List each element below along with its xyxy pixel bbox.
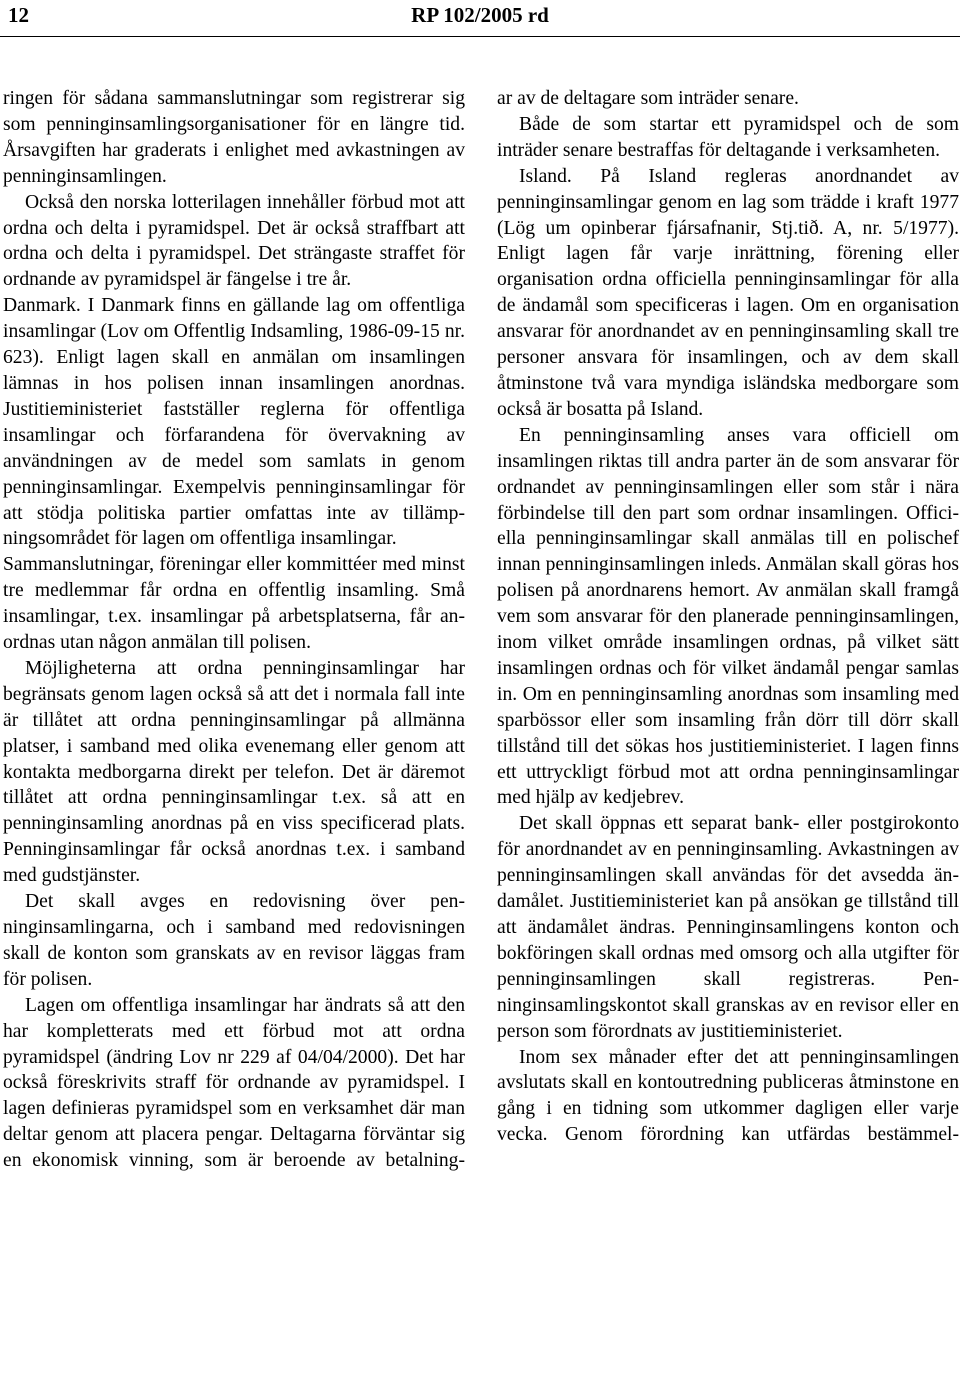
paragraph: Både de som startar ett pyramidspel och de som inträder senare bestraffas för deltagande i verksamheten. xyxy=(497,113,959,161)
document-id: RP 102/2005 rd xyxy=(411,3,549,27)
paragraph: Island. På Island regleras anordnandet av penninginsamlingar genom en lag som trädde i kraft 1977 (Lög um opinberar fjársafnanir, Stj.tið. A, nr. 5/1977). Enligt lagen får varje inrättning, förening eller organisation ordna officiella penninginsamlingar för alla de ändamål som specificeras i lagen. Om en organisation ansvarar för anordnandet av en penninginsamling skall tre personer ansvara för insamlingen, och av dem skall åtminstone två vara myndiga isländska medborgare som också är bosatta på Island. xyxy=(497,165,959,420)
paragraph: Det skall avges en redovisning över penninginsamlingarna, och i samband med redovisningen skall de konton som granskats av en revisor läggas fram för polisen. xyxy=(3,891,465,990)
page-number: 12 xyxy=(8,3,29,27)
paragraph: En penninginsamling anses vara officiell om insamlingen riktas till andra parter än de som ansvarar för ordnandet av penninginsamlingen eller som står i nära förbindelse till den part som ordnar insamlingen. Officiella penninginsamlingar skall anmälas till en polischef innan penninginsamlingen inleds. Anmälan skall göras hos polisen på anordnarens hemort. Av anmälan skall framgå vem som ansvarar för den planerade penninginsamlingen, inom vilket område insamlingen ordnas, på vilket sätt insamlingen ordnas och för vilket ändamål pengar samlas in. Om en penninginsamling anordnas som insamling med sparbössor eller som insamling från dörr till dörr skall tillstånd till det sökas hos justitieministeriet. I lagen finns ett uttryckligt förbud mot att ordna penninginsamlingar med hjälp av kedjebrev. xyxy=(497,424,959,809)
paragraph: Det skall öppnas ett separat bank- eller postgirokonto för anordnandet av en penninginsamling. Avkastningen av penninginsamlingen skall användas för det avsedda ändamålet. Justitieministeriet kan på ansökan ge tillstånd till att ändamålet ändras. Penninginsamlingens konton och bokföringen skall ordnas med omsorg och alla utgifter för penninginsamlingen skall registreras. Penninginsamlingskontot skall granskas av en revisor eller en person som förordnats av justitieministeriet. xyxy=(497,813,959,1042)
left-column xyxy=(3,86,465,1174)
paragraph: Möjligheterna att ordna penninginsamlingar har begränsats genom lagen också så att det i normala fall inte är tillåtet att ordna penninginsamlingar på allmänna platser, i samband med olika evenemang eller genom att kontakta medborgarna direkt per telefon. Det är däremot tillåtet att ordna penninginsamlingar t.ex. så att en penninginsamling anordnas på en viss specificerad plats. Penninginsamlingar får också anordnas t.ex. i samband med gudstjänster. xyxy=(3,657,465,887)
paragraph: Inom sex månader efter det att penninginsamlingen avslutats skall en kontoutredning publiceras åtminstone en gång i en tidning som utkommer dagligen eller varje vecka. Genom förordning kan utfärdas bestämmel- xyxy=(497,1046,959,1146)
paragraph: ar av de deltagare som inträder senare. xyxy=(497,88,799,109)
paragraph: Sammanslutningar, föreningar eller kommittéer med minst tre medlemmar får ordna en offentlig insamling. Små insamlingar, t.ex. insamlingar på arbetsplatserna, får anordnas utan någon anmälan till polisen. xyxy=(3,554,465,654)
paragraph: Också den norska lotterilagen innehåller förbud mot att ordna och delta i pyramidspel. Det är också straffbart att ordna och delta i pyramidspel. Det strängaste straffet för ordnande av pyramidspel är fängelse i tre år. xyxy=(3,191,465,291)
header-rule xyxy=(0,36,960,37)
right-column xyxy=(497,86,959,1148)
paragraph: ringen för sådana sammanslutningar som registrerar sig som penninginsamlingsorganisationer för en längre tid. Årsavgiften har graderats i enlighet med avkastningen av penninginsamlingen. xyxy=(3,88,465,187)
paragraph: Lagen om offentliga insamlingar har ändrats så att den har kompletterats med ett förbud mot att ordna pyramidspel (ändring Lov nr 229 af 04/04/2000). Det har också föreskrivits straff för ordnande av pyramidspel. I lagen definieras pyramidspel som en verksamhet där man deltar genom att placera pengar. Deltagarna förväntar sig en ekonomisk vinning, som är beroende av betalning- xyxy=(3,994,465,1172)
paragraph: Danmark. I Danmark finns en gällande lag om offentliga insamlingar (Lov om Offentlig Indsamling, 1986-09-15 nr. 623). Enligt lagen skall en anmälan om insamlingen lämnas in hos polisen innan insamlingen anordnas. Justitieministeriet fastställer reglerna för offentliga insamlingar och förfarandena för övervakning av användningen av de medel som samlats in genom penninginsamlingar. Exempelvis penninginsamlingar för att stödja politiska partier omfattas inte av tillämpningsområdet för lagen om offentliga insamlingar. xyxy=(3,295,465,550)
